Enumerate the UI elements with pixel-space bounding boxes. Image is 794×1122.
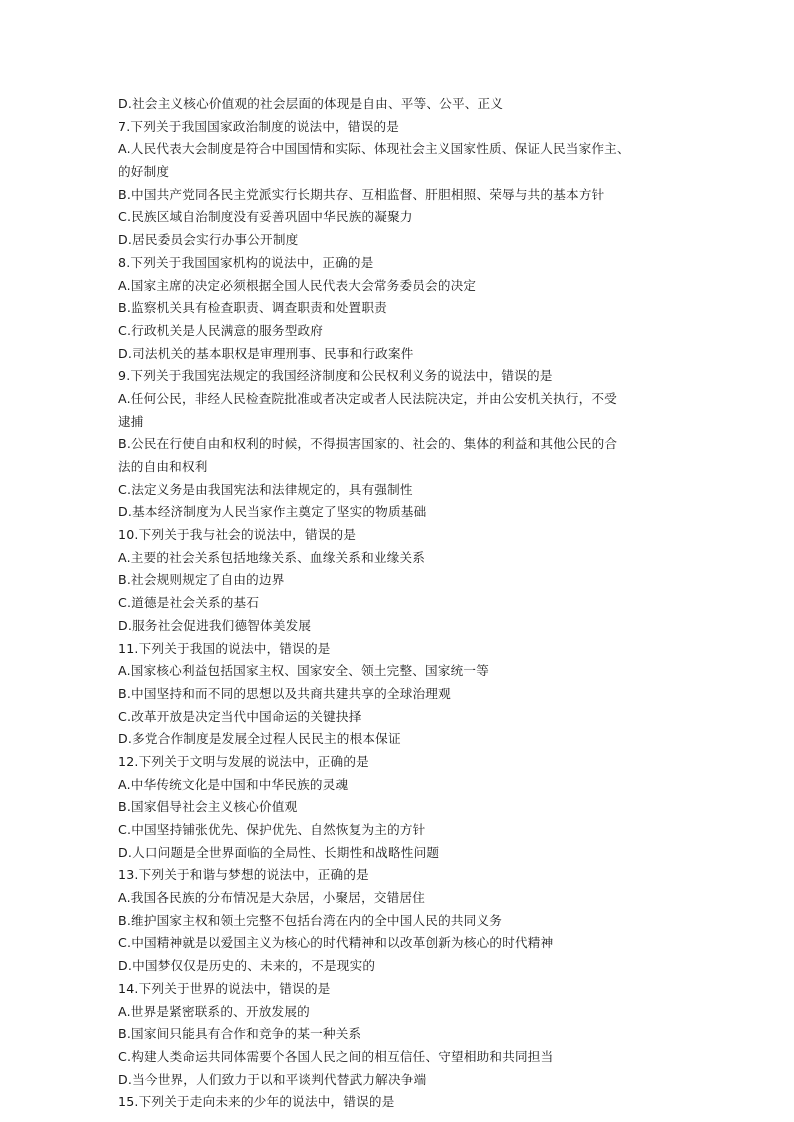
text-line: C.中国精神就是以爱国主义为核心的时代精神和以改革创新为核心的时代精神 — [118, 935, 554, 951]
text-line: C.道德是社会关系的基石 — [118, 595, 260, 611]
text-line: 9.下列关于我国宪法规定的我国经济制度和公民权利义务的说法中，错误的是 — [118, 368, 553, 384]
text-line: B.中国坚持和而不同的思想以及共商共建共享的全球治理观 — [118, 685, 451, 701]
text-line: 12.下列关于文明与发展的说法中，正确的是 — [118, 753, 369, 769]
text-line: A.世界是紧密联系的、开放发展的 — [118, 1003, 310, 1019]
text-line: D.人口问题是全世界面临的全局性、长期性和战略性问题 — [118, 844, 440, 860]
text-line: A.主要的社会关系包括地缘关系、血缘关系和业缘关系 — [118, 549, 426, 565]
text-line: B.公民在行使自由和权利的时候，不得损害国家的、社会的、集体的利益和其他公民的合 — [118, 436, 618, 452]
text-line: B.中国共产党同各民主党派实行长期共存、互相监督、肝胆相照、荣辱与共的基本方针 — [118, 186, 605, 202]
text-line: B.国家倡导社会主义核心价值观 — [118, 799, 298, 815]
text-line: 15.下列关于走向未来的少年的说法中，错误的是 — [118, 1094, 395, 1110]
text-line: D.多党合作制度是发展全过程人民民主的根本保证 — [118, 731, 401, 747]
text-line: D.当今世界，人们致力于以和平谈判代替武力解决争端 — [118, 1071, 427, 1087]
text-line: D.中国梦仅仅是历史的、未来的，不是现实的 — [118, 958, 376, 974]
text-line: A.我国各民族的分布情况是大杂居，小聚居，交错居住 — [118, 890, 426, 906]
text-line: B.维护国家主权和领土完整不包括台湾在内的全中国人民的共同义务 — [118, 912, 503, 928]
text-line: C.民族区域自治制度没有妥善巩固中华民族的凝聚力 — [118, 209, 413, 225]
text-line: 7.下列关于我国国家政治制度的说法中，错误的是 — [118, 118, 400, 134]
text-line: C.改革开放是决定当代中国命运的关键抉择 — [118, 708, 362, 724]
text-line: A.国家核心利益包括国家主权、国家安全、领土完整、国家统一等 — [118, 663, 490, 679]
text-line: A.国家主席的决定必须根据全国人民代表大会常务委员会的决定 — [118, 277, 477, 293]
text-line: A.人民代表大会制度是符合中国国情和实际、体现社会主义国家性质、保证人民当家作主、 — [118, 141, 630, 157]
text-line: 11.下列关于我国的说法中，错误的是 — [118, 640, 331, 656]
text-line: D.司法机关的基本职权是审理刑事、民事和行政案件 — [118, 345, 414, 361]
text-line: 14.下列关于世界的说法中，错误的是 — [118, 980, 331, 996]
text-line: C.中国坚持铺张优先、保护优先、自然恢复为主的方针 — [118, 822, 426, 837]
text-line: D.服务社会促进我们德智体美发展 — [118, 617, 312, 633]
text-line: D.基本经济制度为人民当家作主奠定了坚实的物质基础 — [118, 504, 427, 520]
text-line: 10.下列关于我与社会的说法中，错误的是 — [118, 527, 357, 543]
text-line: D.社会主义核心价值观的社会层面的体现是自由、平等、公平、正义 — [118, 96, 504, 111]
text-line: A.任何公民，非经人民检查院批准或者决定或者人民法院决定，并由公安机关执行，不受 — [118, 390, 617, 406]
text-line: C.构建人类命运共同体需要个各国人民之间的相互信任、守望相助和共同担当 — [118, 1048, 554, 1064]
text-line: 逮捕 — [118, 413, 144, 429]
text-line: 8.下列关于我国国家机构的说法中，正确的是 — [118, 254, 374, 270]
text-line: B.监察机关具有检查职责、调查职责和处置职责 — [118, 300, 387, 316]
text-line: C.法定义务是由我国宪法和法律规定的，具有强制性 — [118, 481, 413, 497]
text-line: C.行政机关是人民满意的服务型政府 — [118, 322, 324, 338]
document-text — [118, 93, 688, 1114]
text-line: A.中华传统文化是中国和中华民族的灵魂 — [118, 776, 349, 792]
text-line: 13.下列关于和谐与梦想的说法中，正确的是 — [118, 867, 369, 883]
text-line: B.社会规则规定了自由的边界 — [118, 572, 285, 588]
text-line: 法的自由和权利 — [118, 459, 208, 474]
text-line: 的好制度 — [118, 164, 170, 180]
text-line: B.国家间只能具有合作和竞争的某一种关系 — [118, 1026, 362, 1042]
text-line: D.居民委员会实行办事公开制度 — [118, 232, 299, 248]
